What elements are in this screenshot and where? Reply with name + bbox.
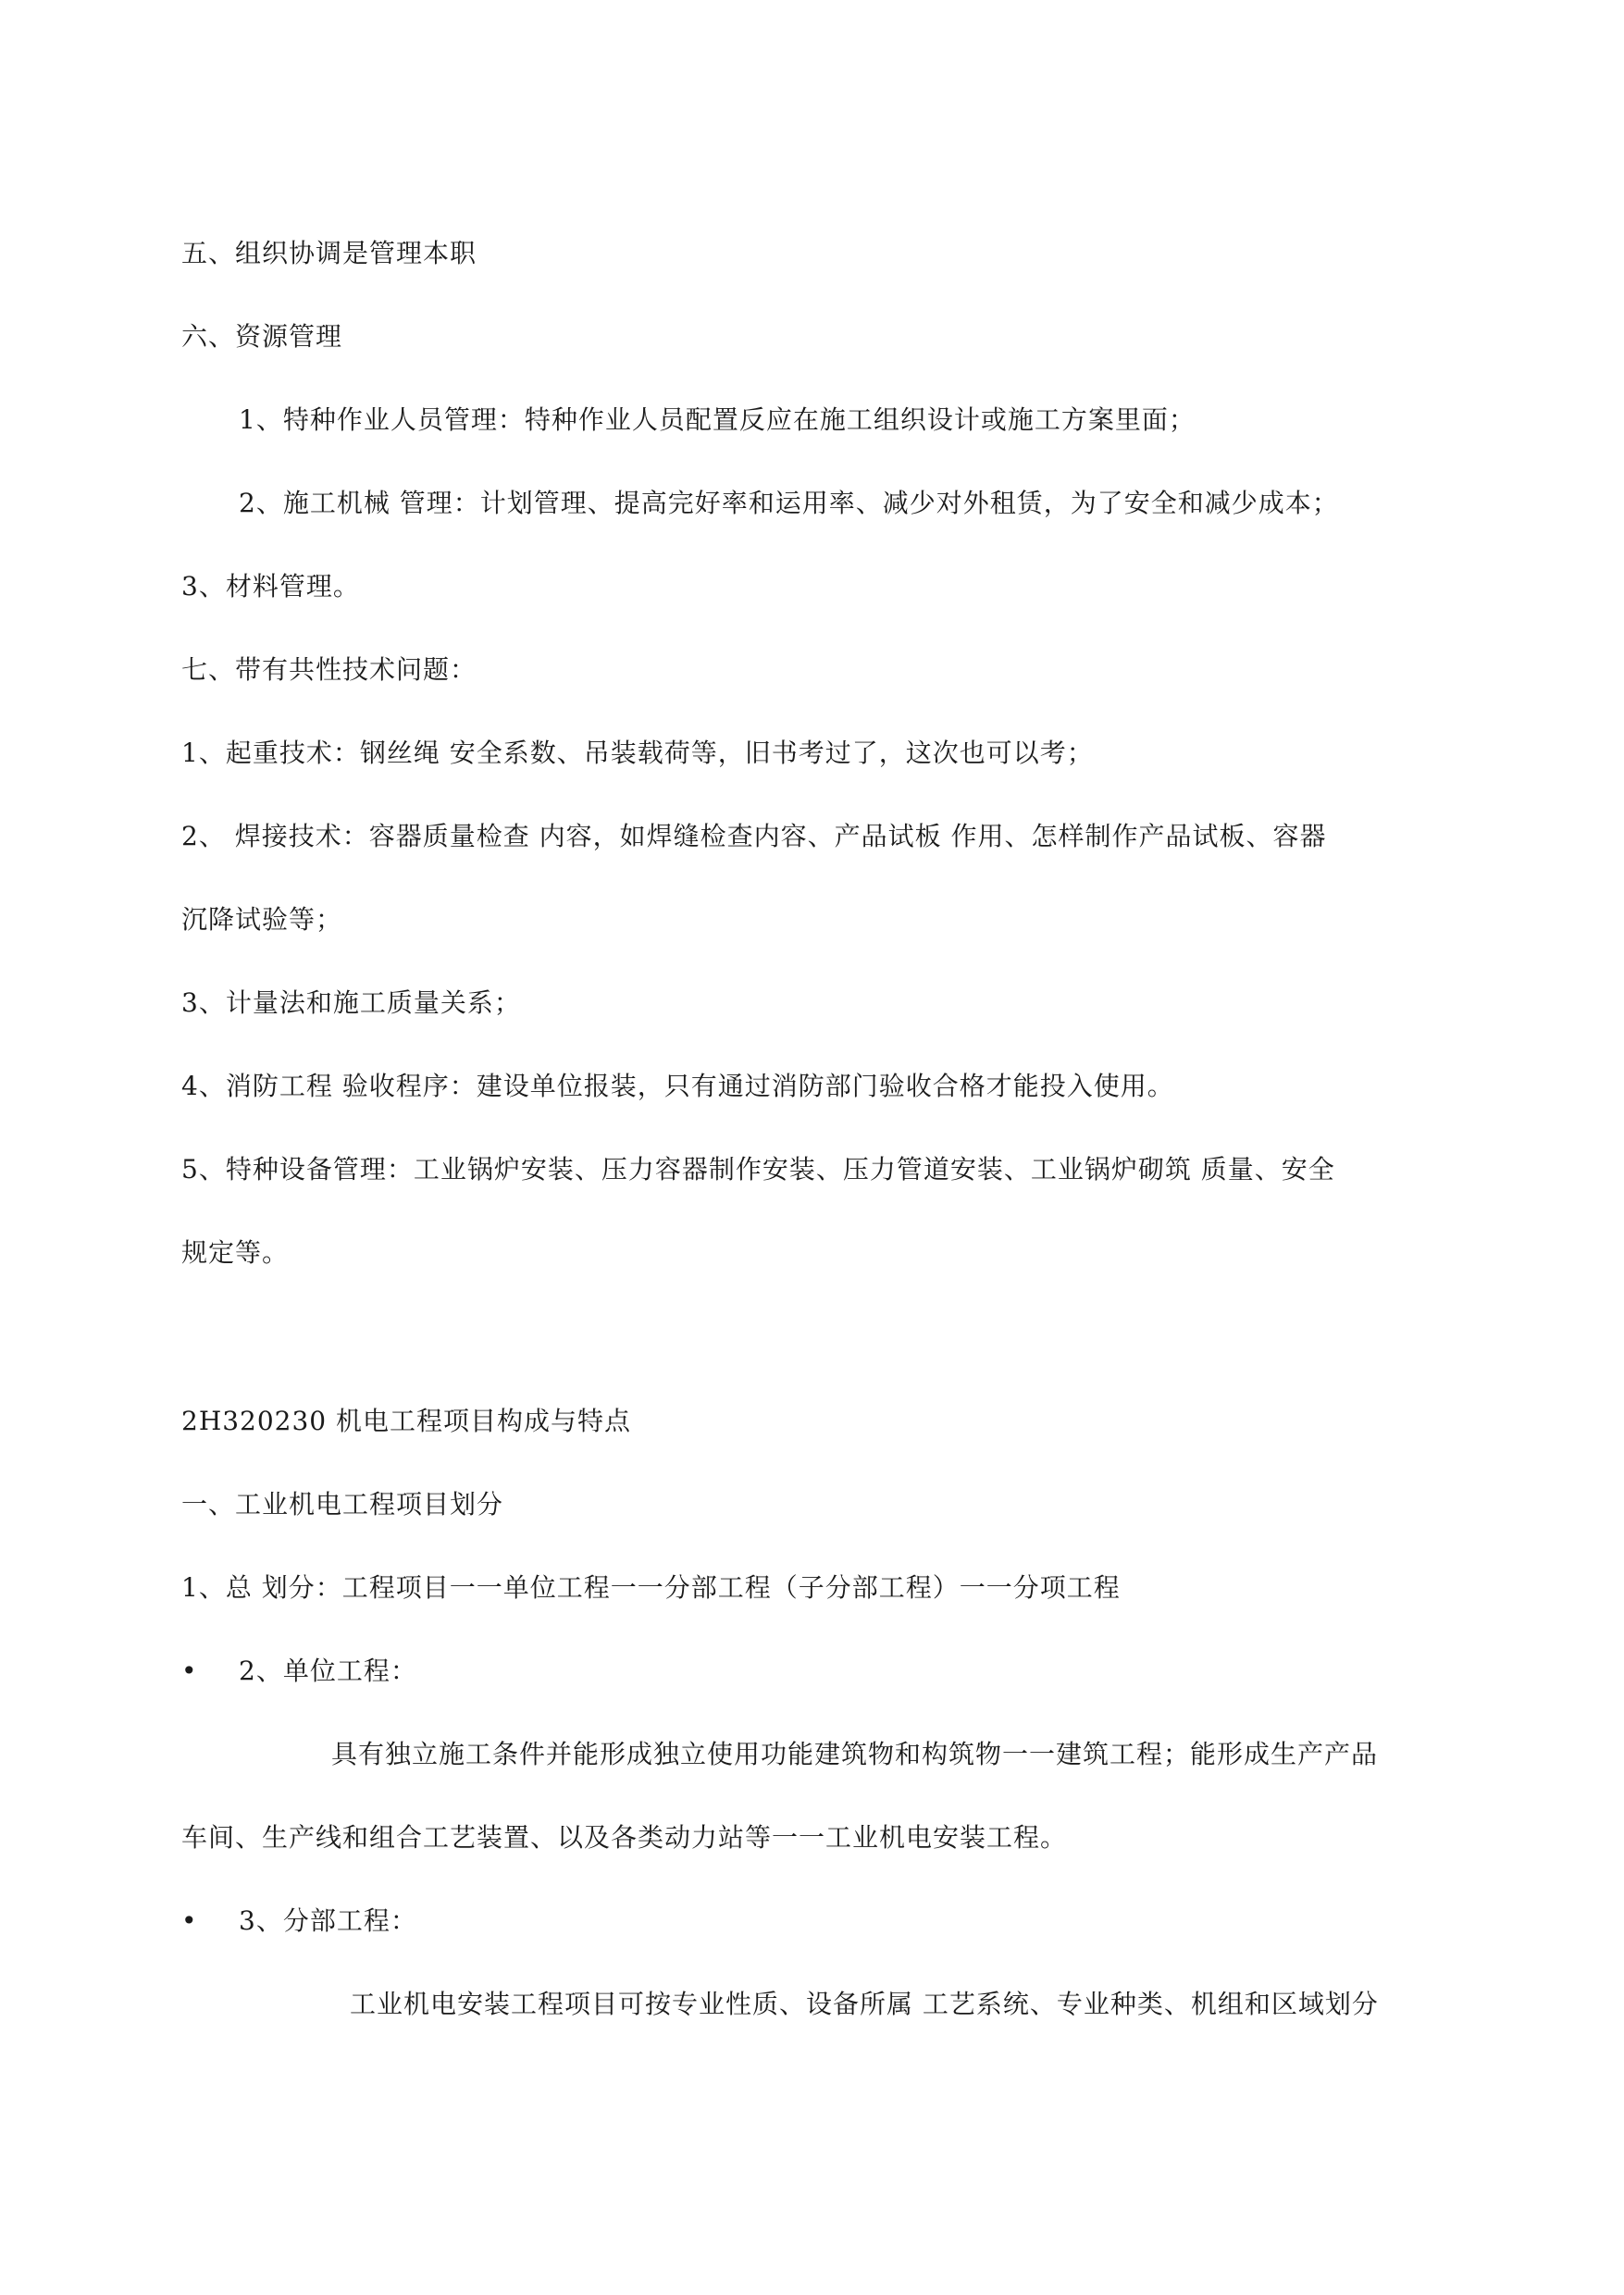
paragraph-construction-machinery: 2、施工机械 管理：计划管理、提高完好率和运用率、减少对外租赁，为了安全和减少成本； — [239, 488, 1339, 518]
bullet-subsection-project-label: 3、分部工程： — [239, 1905, 417, 1936]
bullet-icon: • — [181, 1656, 198, 1686]
bullet-unit-project-label: 2、单位工程： — [239, 1656, 417, 1686]
heading-common-technical-issues: 七、带有共性技术问题： — [181, 654, 477, 685]
section-title-2h320230: 2H320230 机电工程项目构成与特点 — [181, 1406, 632, 1436]
bullet-subsection-project — [181, 1903, 1458, 1940]
paragraph-subsection-definition: 工业机电安装工程项目可按专业性质、设备所属 工艺系统、专业种类、机组和区域划分 — [350, 1989, 1379, 2019]
heading-resource-management: 六、资源管理 — [181, 321, 343, 352]
paragraph-overall-division: 1、总 划分：工程项目一一单位工程一一分部工程（子分部工程）一一分项工程 — [181, 1572, 1121, 1603]
bullet-icon: • — [181, 1905, 198, 1936]
bullet-unit-project — [181, 1653, 1458, 1690]
paragraph-unit-project-definition-cont: 车间、生产线和组合工艺装置、以及各类动力站等一一工业机电安装工程。 — [181, 1822, 1068, 1853]
paragraph-special-personnel: 1、特种作业人员管理：特种作业人员配置反应在施工组织设计或施工方案里面； — [239, 404, 1196, 435]
paragraph-unit-project-definition: 具有独立施工条件并能形成独立使用功能建筑物和构筑物一一建筑工程；能形成生产产品 — [331, 1739, 1379, 1769]
paragraph-metrology-law: 3、计量法和施工质量关系； — [181, 987, 521, 1018]
paragraph-welding-technology: 2、 焊接技术：容器质量检查 内容，如焊缝检查内容、产品试板 作用、怎样制作产品试板、容器 — [181, 821, 1327, 851]
heading-project-division: 一、工业机电工程项目划分 — [181, 1489, 504, 1520]
paragraph-lifting-technology: 1、起重技术：钢丝绳 安全系数、吊装载荷等，旧书考过了，这次也可以考； — [181, 738, 1094, 768]
paragraph-fire-protection: 4、消防工程 验收程序：建设单位报装，只有通过消防部门验收合格才能投入使用。 — [181, 1071, 1174, 1101]
paragraph-special-equipment-cont: 规定等。 — [181, 1237, 290, 1268]
paragraph-welding-technology-cont: 沉降试验等； — [181, 904, 343, 935]
paragraph-special-equipment: 5、特种设备管理：工业锅炉安装、压力容器制作安装、压力管道安装、工业锅炉砌筑 质量、安全 — [181, 1154, 1335, 1185]
heading-organization-coordination: 五、组织协调是管理本职 — [181, 238, 477, 268]
paragraph-material-management: 3、材料管理。 — [181, 571, 360, 602]
